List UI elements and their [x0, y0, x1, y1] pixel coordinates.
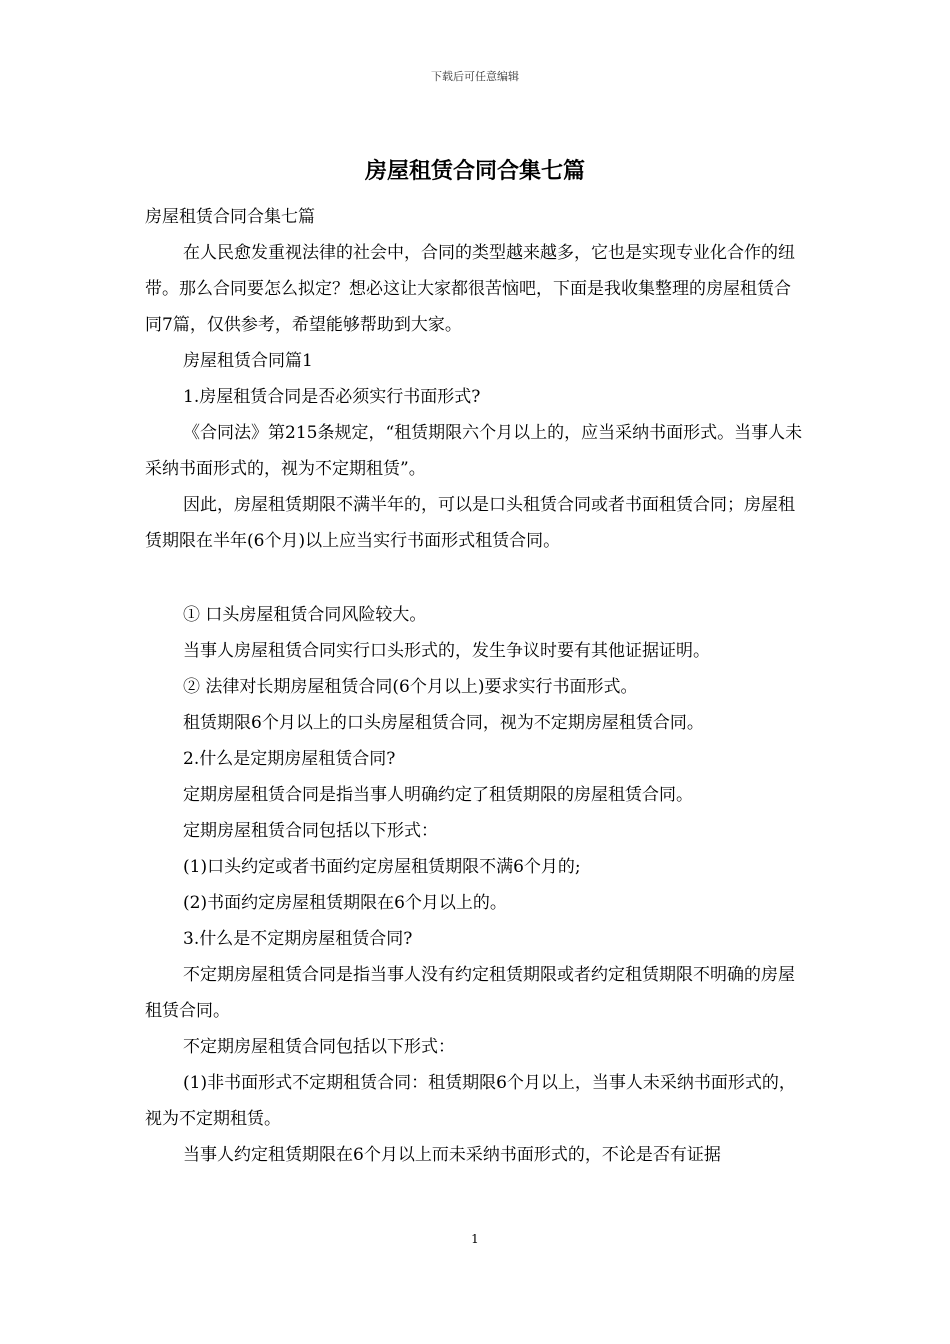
page-number: 1	[471, 1232, 479, 1246]
list-item: (2)书面约定房屋租赁期限在6个月以上的。	[183, 893, 507, 913]
paragraph: 《合同法》第215条规定，“租赁期限六个月以上的，应当采纳书面形式。当事人未采纳书面形式的，视为不定期租赁”。	[145, 423, 803, 479]
paragraph: 租赁期限6个月以上的口头房屋租赁合同，视为不定期房屋租赁合同。	[183, 713, 704, 733]
section-heading: 房屋租赁合同篇1	[183, 351, 313, 371]
question-heading: 3.什么是不定期房屋租赁合同?	[183, 929, 413, 949]
paragraph: 不定期房屋租赁合同是指当事人没有约定租赁期限或者约定租赁期限不明确的房屋租赁合同。	[145, 965, 795, 1021]
list-item: (1)口头约定或者书面约定房屋租赁期限不满6个月的;	[183, 857, 581, 877]
header-note: 下载后可任意编辑	[431, 70, 519, 83]
question-heading: 2.什么是定期房屋租赁合同?	[183, 749, 396, 769]
paragraph: 当事人约定租赁期限在6个月以上而未采纳书面形式的，不论是否有证据	[183, 1145, 721, 1165]
paragraph: 定期房屋租赁合同包括以下形式：	[183, 821, 438, 841]
paragraph: 当事人房屋租赁合同实行口头形式的，发生争议时要有其他证据证明。	[183, 641, 710, 661]
list-item: (1)非书面形式不定期租赁合同：租赁期限6个月以上，当事人未采纳书面形式的，视为不定期租赁。	[145, 1073, 796, 1129]
list-item: ② 法律对长期房屋租赁合同(6个月以上)要求实行书面形式。	[183, 677, 638, 697]
paragraph: 定期房屋租赁合同是指当事人明确约定了租赁期限的房屋租赁合同。	[183, 785, 693, 805]
paragraph: 因此，房屋租赁期限不满半年的，可以是口头租赁合同或者书面租赁合同；房屋租赁期限在半年(6个月)以上应当实行书面形式租赁合同。	[145, 495, 795, 551]
intro-paragraph: 在人民愈发重视法律的社会中，合同的类型越来越多，它也是实现专业化合作的纽带。那么合同要怎么拟定？想必这让大家都很苦恼吧，下面是我收集整理的房屋租赁合同7篇，仅供参考，希望能够帮助到大家。	[145, 243, 795, 335]
paragraph: 不定期房屋租赁合同包括以下形式：	[183, 1037, 455, 1057]
document-title: 房屋租赁合同合集七篇	[364, 159, 585, 184]
subtitle-paragraph: 房屋租赁合同合集七篇	[145, 207, 315, 227]
list-item: ① 口头房屋租赁合同风险较大。	[183, 605, 427, 625]
question-heading: 1.房屋租赁合同是否必须实行书面形式?	[183, 387, 481, 407]
document-body	[145, 199, 807, 1173]
paragraph-gap	[145, 559, 807, 597]
